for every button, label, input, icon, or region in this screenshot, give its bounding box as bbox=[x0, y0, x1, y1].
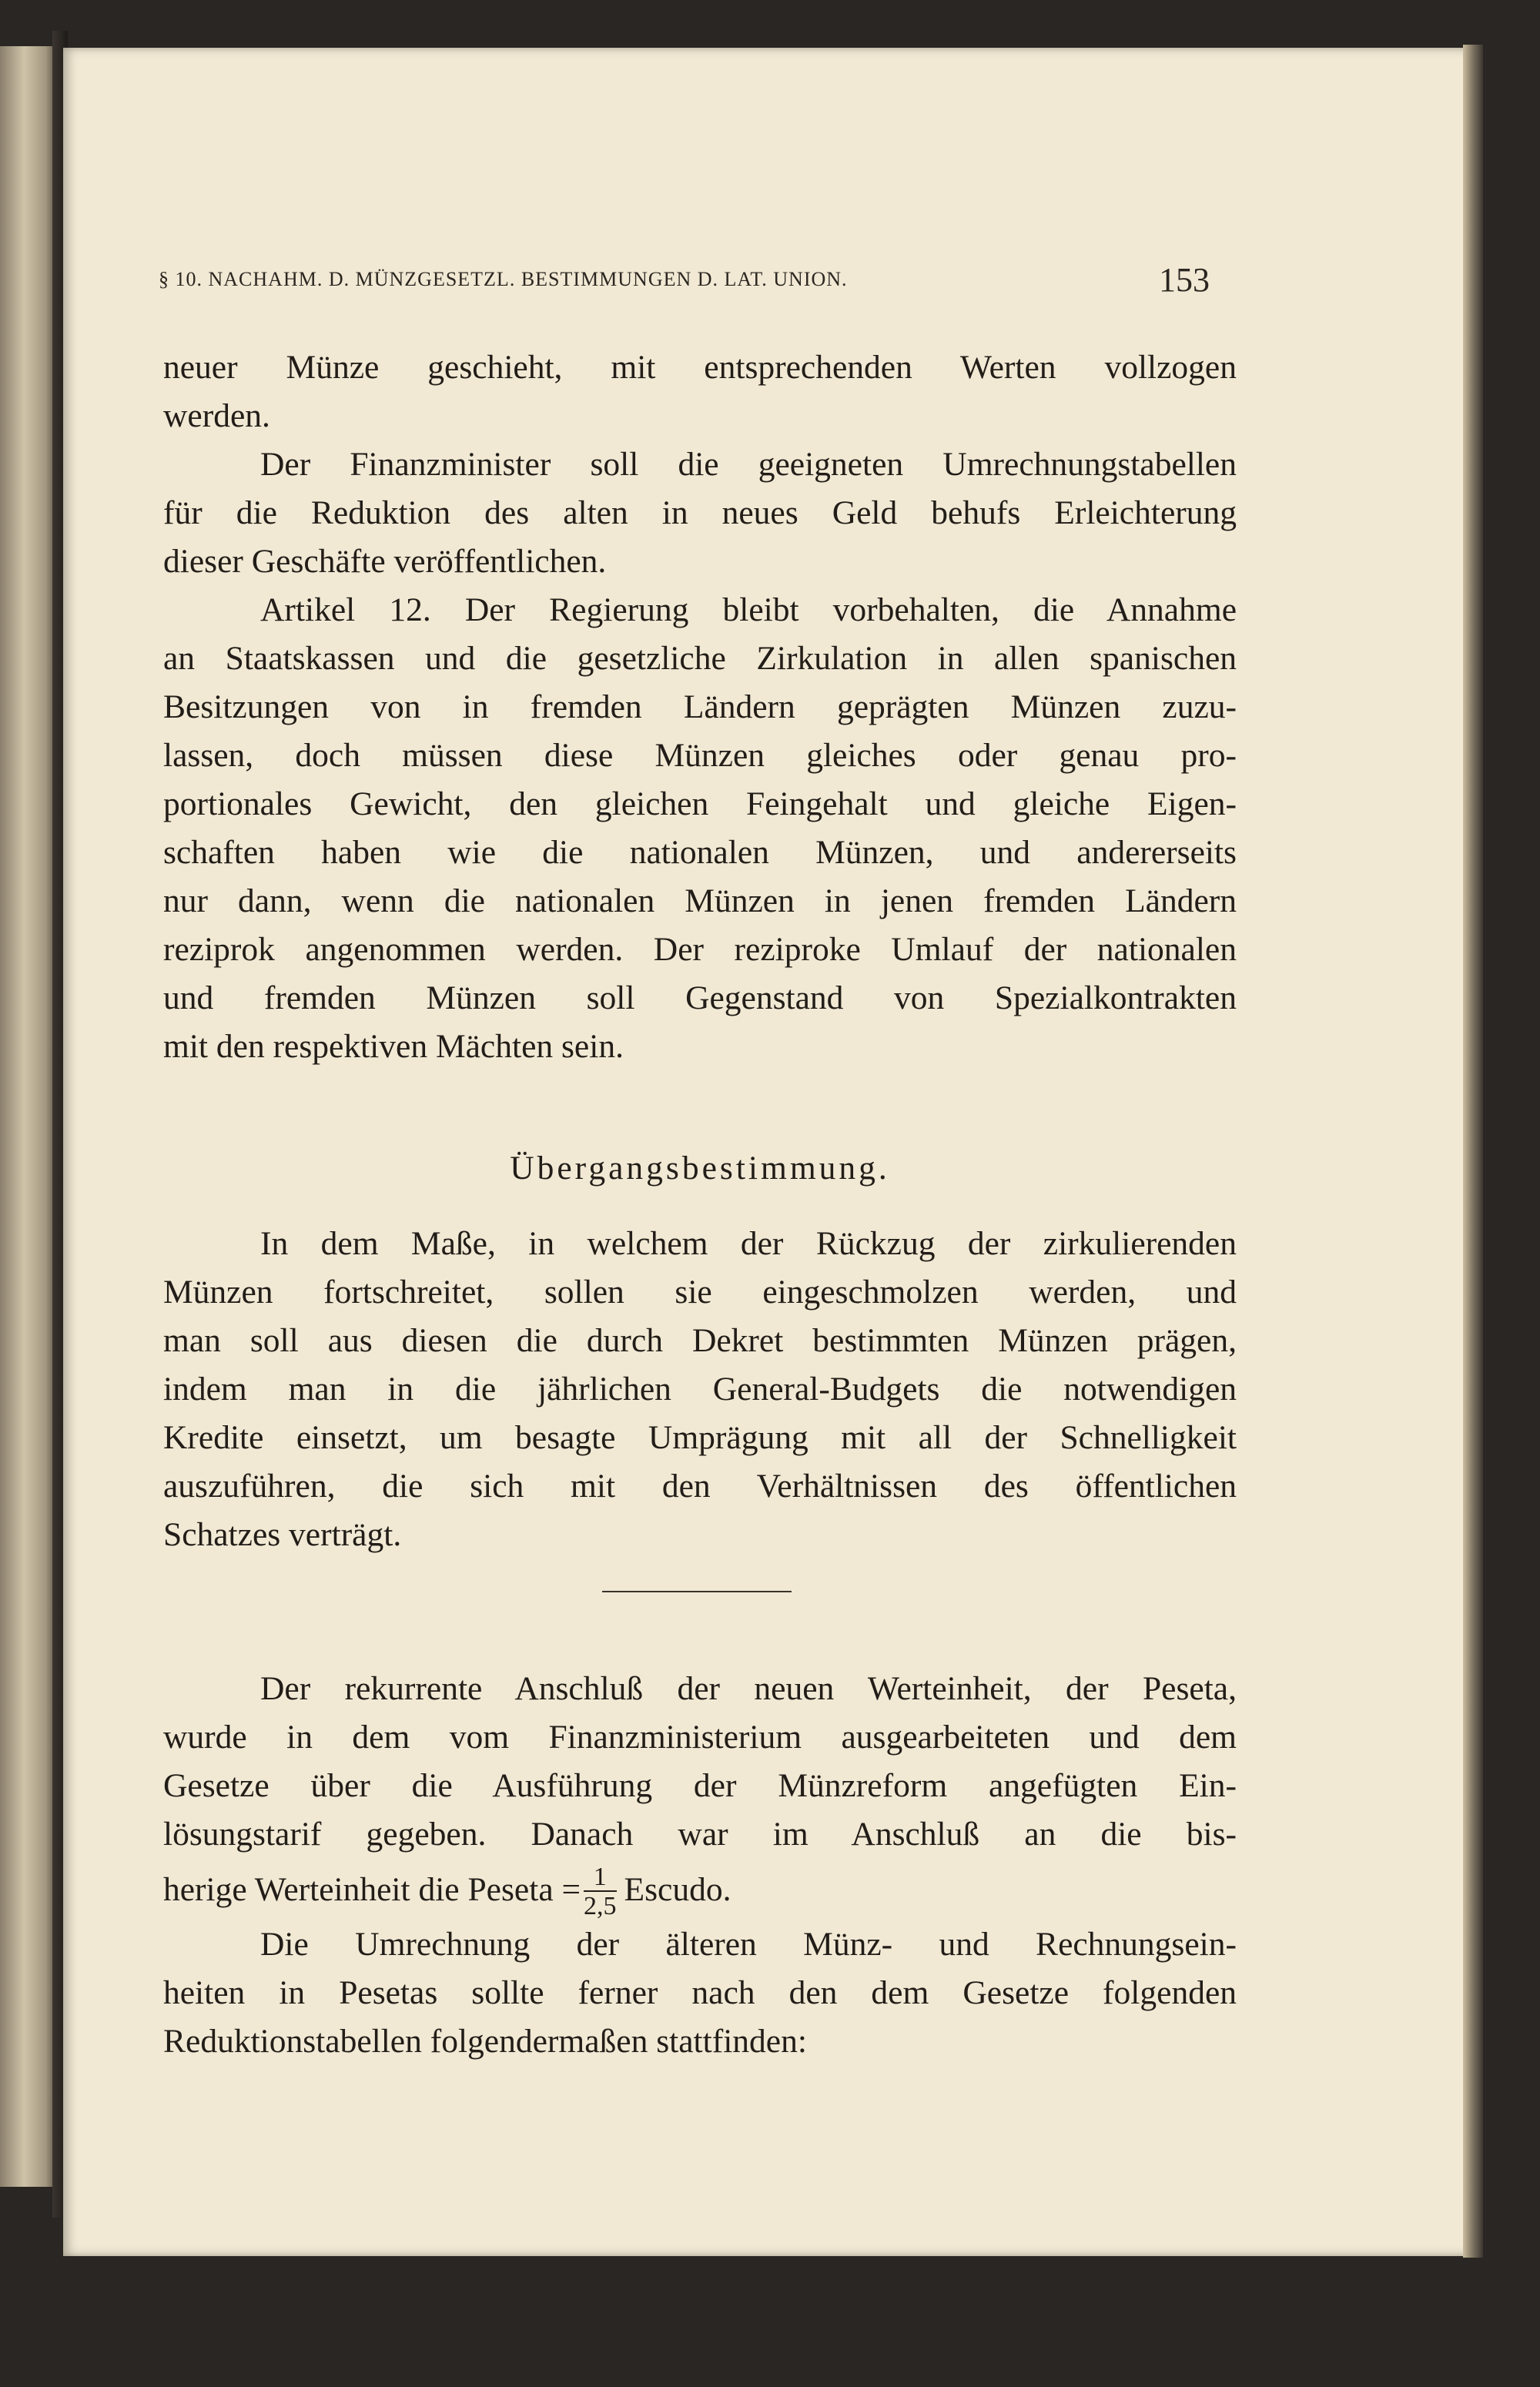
text-line: indem man in die jährlichen General-Budgets die notwendigen bbox=[163, 1371, 1237, 1408]
paragraph-transition bbox=[163, 1220, 1237, 1559]
text-line: reziprok angenommen werden. Der reziproke Umlauf der nationalen bbox=[163, 931, 1237, 968]
text-line: werden. bbox=[163, 397, 270, 434]
text-line: wurde in dem vom Finanzministerium ausgearbeiteten und dem bbox=[163, 1719, 1237, 1756]
text-line: auszuführen, die sich mit den Verhältnissen des öffentlichen bbox=[163, 1468, 1237, 1505]
text-line: Schatzes verträgt. bbox=[163, 1516, 402, 1553]
text-line: Münzen fortschreitet, sollen sie eingeschmolzen werden, und bbox=[163, 1274, 1237, 1311]
formula-text: herige Werteinheit die Peseta = bbox=[163, 1871, 581, 1908]
paragraph-1 bbox=[163, 343, 1237, 440]
text-line: lassen, doch müssen diese Münzen gleiches oder genau pro- bbox=[163, 737, 1237, 774]
text-line: Besitzungen von in fremden Ländern geprägten Münzen zuzu- bbox=[163, 688, 1237, 725]
fraction bbox=[584, 1864, 617, 1921]
running-header: § 10. NACHAHM. D. MÜNZGESETZL. BESTIMMUNGEN D. LAT. UNION. bbox=[159, 268, 848, 290]
paragraph-article-12 bbox=[163, 586, 1237, 1071]
text-line: schaften haben wie die nationalen Münzen, und andererseits bbox=[163, 834, 1237, 871]
separator-rule bbox=[602, 1591, 792, 1592]
paragraph-conversion bbox=[163, 1920, 1237, 2066]
text-line: Der rekurrente Anschluß der neuen Werteinheit, der Peseta, bbox=[260, 1670, 1237, 1707]
text-line: Reduktionstabellen folgendermaßen stattfinden: bbox=[163, 2023, 807, 2060]
text-line: dieser Geschäfte veröffentlichen. bbox=[163, 543, 607, 580]
text-line: mit den respektiven Mächten sein. bbox=[163, 1028, 624, 1065]
text-line: Kredite einsetzt, um besagte Umprägung mit all der Schnelligkeit bbox=[163, 1419, 1237, 1456]
page-fore-edge bbox=[1463, 45, 1483, 2258]
formula-unit: Escudo. bbox=[624, 1871, 732, 1908]
text-line: an Staatskassen und die gesetzliche Zirkulation in allen spanischen bbox=[163, 640, 1237, 677]
section-title: Übergangsbestimmung. bbox=[510, 1150, 890, 1187]
text-line: Gesetze über die Ausführung der Münzreform angefügten Ein- bbox=[163, 1767, 1237, 1804]
text-line: nur dann, wenn die nationalen Münzen in jenen fremden Ländern bbox=[163, 882, 1237, 919]
text-line: für die Reduktion des alten in neues Geld behufs Erleichterung bbox=[163, 494, 1237, 531]
fraction-numerator: 1 bbox=[584, 1864, 617, 1892]
text-line: heiten in Pesetas sollte ferner nach den dem Gesetze folgenden bbox=[163, 1974, 1237, 2011]
text-line: portionales Gewicht, den gleichen Feingehalt und gleiche Eigen- bbox=[163, 785, 1237, 822]
text-line: Der Finanzminister soll die geeigneten Umrechnungstabellen bbox=[260, 446, 1237, 483]
text-line: man soll aus diesen die durch Dekret bestimmten Münzen prägen, bbox=[163, 1322, 1237, 1359]
facing-page-edge bbox=[0, 46, 54, 2187]
text-line: und fremden Münzen soll Gegenstand von Spezialkontrakten bbox=[163, 979, 1237, 1016]
paragraph-2 bbox=[163, 440, 1237, 586]
text-line: lösungstarif gegeben. Danach war im Anschluß an die bis- bbox=[163, 1816, 1237, 1853]
page-number: 153 bbox=[1159, 261, 1210, 299]
text-line: In dem Maße, in welchem der Rückzug der zirkulierenden bbox=[260, 1225, 1237, 1262]
paragraph-peseta bbox=[163, 1665, 1237, 1920]
text-line: Artikel 12. Der Regierung bleibt vorbehalten, die Annahme bbox=[260, 591, 1237, 628]
fraction-denominator: 2,5 bbox=[584, 1892, 617, 1921]
formula-line bbox=[163, 1859, 1237, 1920]
text-line: Die Umrechnung der älteren Münz- und Rechnungsein- bbox=[260, 1926, 1237, 1963]
text-line: neuer Münze geschieht, mit entsprechenden Werten vollzogen bbox=[163, 349, 1237, 386]
